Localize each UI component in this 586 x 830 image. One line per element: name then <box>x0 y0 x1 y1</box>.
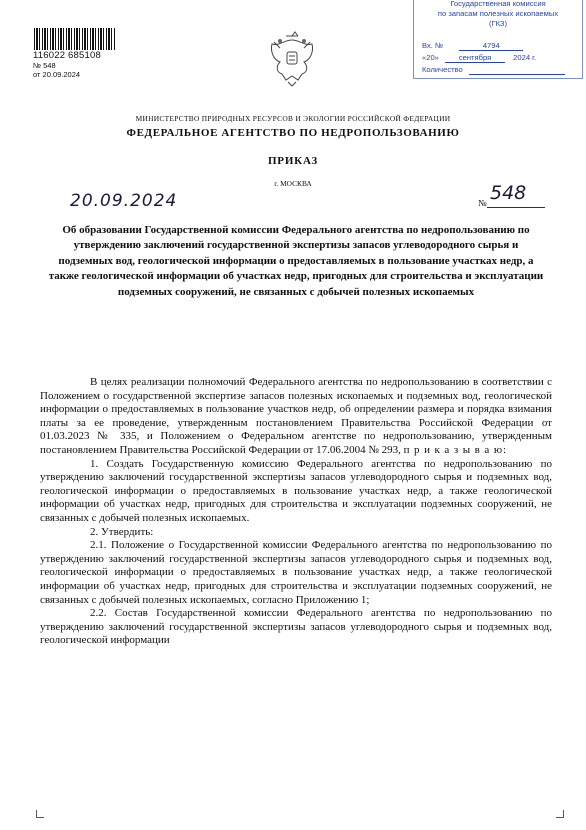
preamble-text: В целях реализации полномочий Федерального агентства по недропользованию в соответствии с Положением о государственной экспертизе запасов полезных ископаемых и подземных вод, геологической информации о предоставляемых в пользование участков недр, об определении размера и порядка взимания платы за ее проведение, утвержденным постановлением Правительства Российской Федерации от 01.03.2023 № 335, и Положением о Федеральном агентстве по недропользованию, утвержденным постановлением Правительства Российской Федерации от 17.06.2004 № 293, <box>40 376 552 456</box>
incoming-stamp <box>413 0 583 79</box>
order-number-label: № <box>478 198 487 208</box>
handwritten-order-number: 548 <box>490 182 527 204</box>
stamp-line-1: Государственная комиссия <box>450 0 546 8</box>
stamp-month: сентября <box>445 53 505 63</box>
corner-mark-bottom-right <box>556 810 564 818</box>
stamp-incoming-row <box>422 41 523 51</box>
handwritten-date: 20.09.2024 <box>70 191 178 211</box>
barcode <box>34 28 116 50</box>
stamp-count-field <box>469 65 565 75</box>
stamp-line-2: по запасам полезных ископаемых <box>437 9 559 18</box>
order-number-underline <box>487 207 545 208</box>
stamp-count-row <box>422 65 565 75</box>
preamble-paragraph <box>40 376 552 458</box>
stamp-incoming-number: 4794 <box>459 41 523 51</box>
item-2-1: 2.1. Положение о Государственной комиссии Федерального агентства по недропользованию по утверждению заключений государственной экспертизы запасов углеводородного сырья и подземных вод, геологической информации о предоставляемых в пользование участках недр, а также геологической информации об участках недр, пригодных для строительства и эксплуатации подземных сооружений, не связанных с добычей полезных ископаемых, согласно Приложению 1; <box>40 539 552 606</box>
registration-number: № 548 <box>33 61 56 70</box>
item-2: 2. Утвердить: <box>90 525 154 538</box>
city: г. МОСКВА <box>274 179 312 188</box>
stamp-count-label: Количество <box>422 65 463 74</box>
corner-mark-bottom-left <box>36 810 44 818</box>
stamp-year: 2024 г. <box>513 53 537 62</box>
item-1: 1. Создать Государственную комиссию Федерального агентства по недропользованию по утверждению заключений государственной экспертизы запасов углеводородного сырья и подземных вод, геологической информации о предоставляемых в пользование участках недр, а также геологической информации об участках недр, пригодных для строительства и эксплуатации подземных сооружений, не связанных с добычей полезных ископаемых. <box>40 457 552 524</box>
coat-of-arms-icon <box>262 30 322 88</box>
registration-date: от 20.09.2024 <box>33 70 81 79</box>
item-2-2: 2.2. Состав Государственной комиссии Федерального агентства по недропользованию по утверждению заключений государственной экспертизы запасов углеводородного сырья и подземных вод, геологической информации <box>40 607 552 647</box>
agency-name: ФЕДЕРАЛЬНОЕ АГЕНТСТВО ПО НЕДРОПОЛЬЗОВАНИЮ <box>126 127 460 139</box>
stamp-date-row <box>422 53 536 63</box>
order-title: Об образовании Государственной комиссии Федерального агентства по недропользованию по утверждению заключений государственной экспертизы запасов углеводородного сырья и подземных вод, геологической информации о предоставляемых в пользование участках недр, а также геологической информации об участках недр, пригодных для строительства и эксплуатации подземных сооружений, не связанных с добычей полезных ископаемых <box>48 224 544 298</box>
document-type: ПРИКАЗ <box>267 155 319 167</box>
stamp-day: «20» <box>422 53 439 62</box>
stamp-incoming-label: Вх. № <box>422 41 444 50</box>
order-body <box>40 376 552 648</box>
barcode-number: 116022 685108 <box>33 50 101 61</box>
stamp-line-3: (ГКЗ) <box>488 19 508 28</box>
ministry-name: МИНИСТЕРСТВО ПРИРОДНЫХ РЕСУРСОВ И ЭКОЛОГИИ РОССИЙСКОЙ ФЕДЕРАЦИИ <box>135 114 451 123</box>
order-word: п р и к а з ы в а ю: <box>403 443 507 456</box>
